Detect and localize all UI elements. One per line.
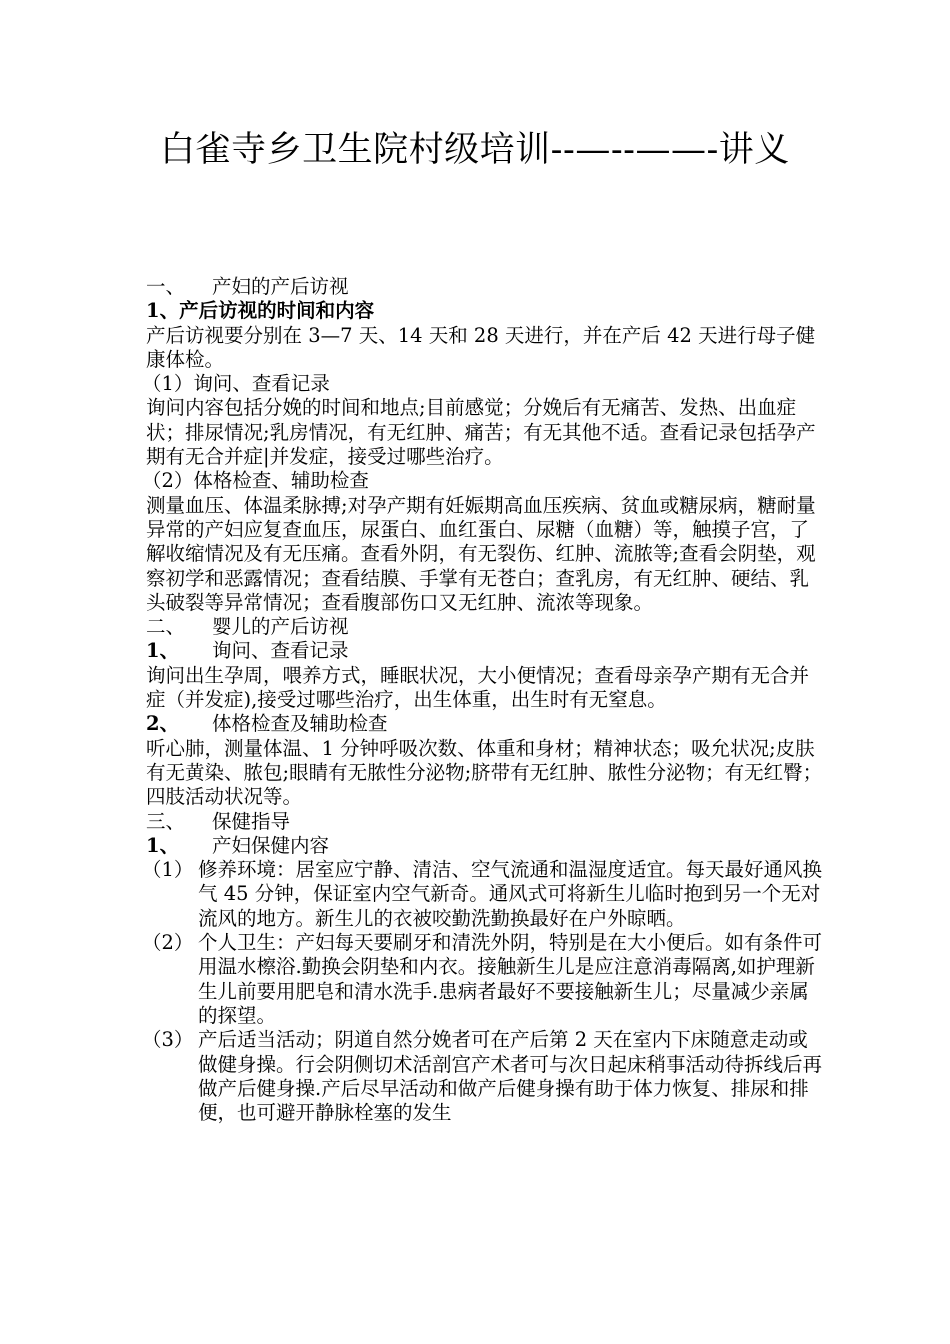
list-item-text: 修养环境：居室应宁静、清洁、空气流通和温湿度适宜。每天最好通风换气 45 分钟，保证室内空气新奇。通风式可将新生儿临时抱到另一个无对流风的地方。新生儿的衣被咬勤洗勤换最好在户外晾晒。	[198, 858, 823, 930]
item-heading: （1）询问、查看记录	[142, 372, 330, 396]
subheading: 1、产后访视的时间和内容	[146, 299, 375, 323]
paragraph: 询问内容包括分娩的时间和地点;目前感觉；分娩后有无痛苦、发热、出血症状；排尿情况;乳房情况，有无红肿、痛苦；有无其他不适。查看记录包括孕产期有无合并症|并发症，接受过哪些治疗。	[146, 396, 816, 469]
subheading-number: 1、	[146, 639, 180, 663]
section-heading-2	[146, 615, 826, 639]
list-item-label: （3）	[142, 1028, 194, 1052]
section-heading-3	[146, 810, 826, 834]
paragraph: 询问出生孕周，喂养方式，睡眠状况，大小便情况；查看母亲孕产期有无合并症（并发症),接受过哪些治疗，出生体重，出生时有无窒息。	[146, 663, 810, 712]
section-title: 婴儿的产后访视	[212, 615, 349, 639]
section-heading-1	[146, 275, 826, 299]
document-title: 白雀寺乡卫生院村级培训--—--——-讲义	[160, 130, 790, 170]
paragraph: 测量血压、体温柔脉搏;对孕产期有妊娠期高血压疾病、贫血或糖尿病，糖耐量异常的产妇应复查血压，尿蛋白、血红蛋白、尿糖（血糖）等，触摸子宫，了解收缩情况及有无压痛。查看外阴，有无裂伤、红肿、流脓等;查看会阴垫，观察初学和恶露情况；查看结膜、手掌有无苍白；查乳房，有无红肿、硬结、乳头破裂等异常情况；查看腹部伤口又无红肿、流浓等现象。	[146, 493, 816, 614]
section-title: 保健指导	[212, 809, 291, 833]
paragraph: 听心肺，测量体温、1 分钟呼吸次数、体重和身材；精神状态；吸允状况;皮肤有无黄染、脓包;眼睛有无脓性分泌物;脐带有无红肿、脓性分泌物；有无红臀；四肢活动状况等。	[146, 736, 823, 809]
subheading-title: 体格检查及辅助检查	[212, 712, 388, 736]
subheading	[146, 639, 826, 663]
subheading	[146, 712, 826, 736]
list-item-label: （1）	[142, 858, 194, 882]
list-item-text: 产后适当活动；阴道自然分娩者可在产后第 2 天在室内下床随意走动或做健身操。行会阴侧切术活剖宫产术者可与次日起床稍事活动待拆线后再做产后健身操.产后尽早活动和做产后健身操有助于体力恢复、排尿和排便，也可避开静脉栓塞的发生	[198, 1028, 823, 1125]
list-item-label: （2）	[142, 931, 194, 955]
subheading-title: 产妇保健内容	[212, 833, 330, 857]
item-heading: （2）体格检查、辅助检查	[142, 469, 369, 493]
document-body	[142, 275, 826, 1125]
paragraph: 产后访视要分别在 3—7 天、14 天和 28 天进行，并在产后 42 天进行母子健康体检。	[146, 323, 816, 371]
subheading-number: 2、	[146, 712, 180, 736]
section-number: 三、	[146, 809, 186, 833]
list-item	[142, 1028, 826, 1125]
subheading-number: 1、	[146, 833, 180, 857]
subheading	[146, 834, 826, 858]
list-item	[142, 858, 826, 931]
section-number: 一、	[146, 275, 186, 298]
subheading-title: 询问、查看记录	[212, 639, 349, 663]
list-item-text: 个人卫生：产妇每天要刷牙和清洗外阴，特别是在大小便后。如有条件可用温水檫浴.勤换会阴垫和内衣。接触新生儿是应注意消毒隔离,如护理新生儿前要用肥皂和清水洗手.患病者最好不要接触新生儿；尽量减少亲属的探望。	[198, 931, 823, 1027]
list-item	[142, 931, 826, 1028]
section-number: 二、	[146, 615, 186, 639]
section-title: 产妇的产后访视	[212, 275, 349, 298]
